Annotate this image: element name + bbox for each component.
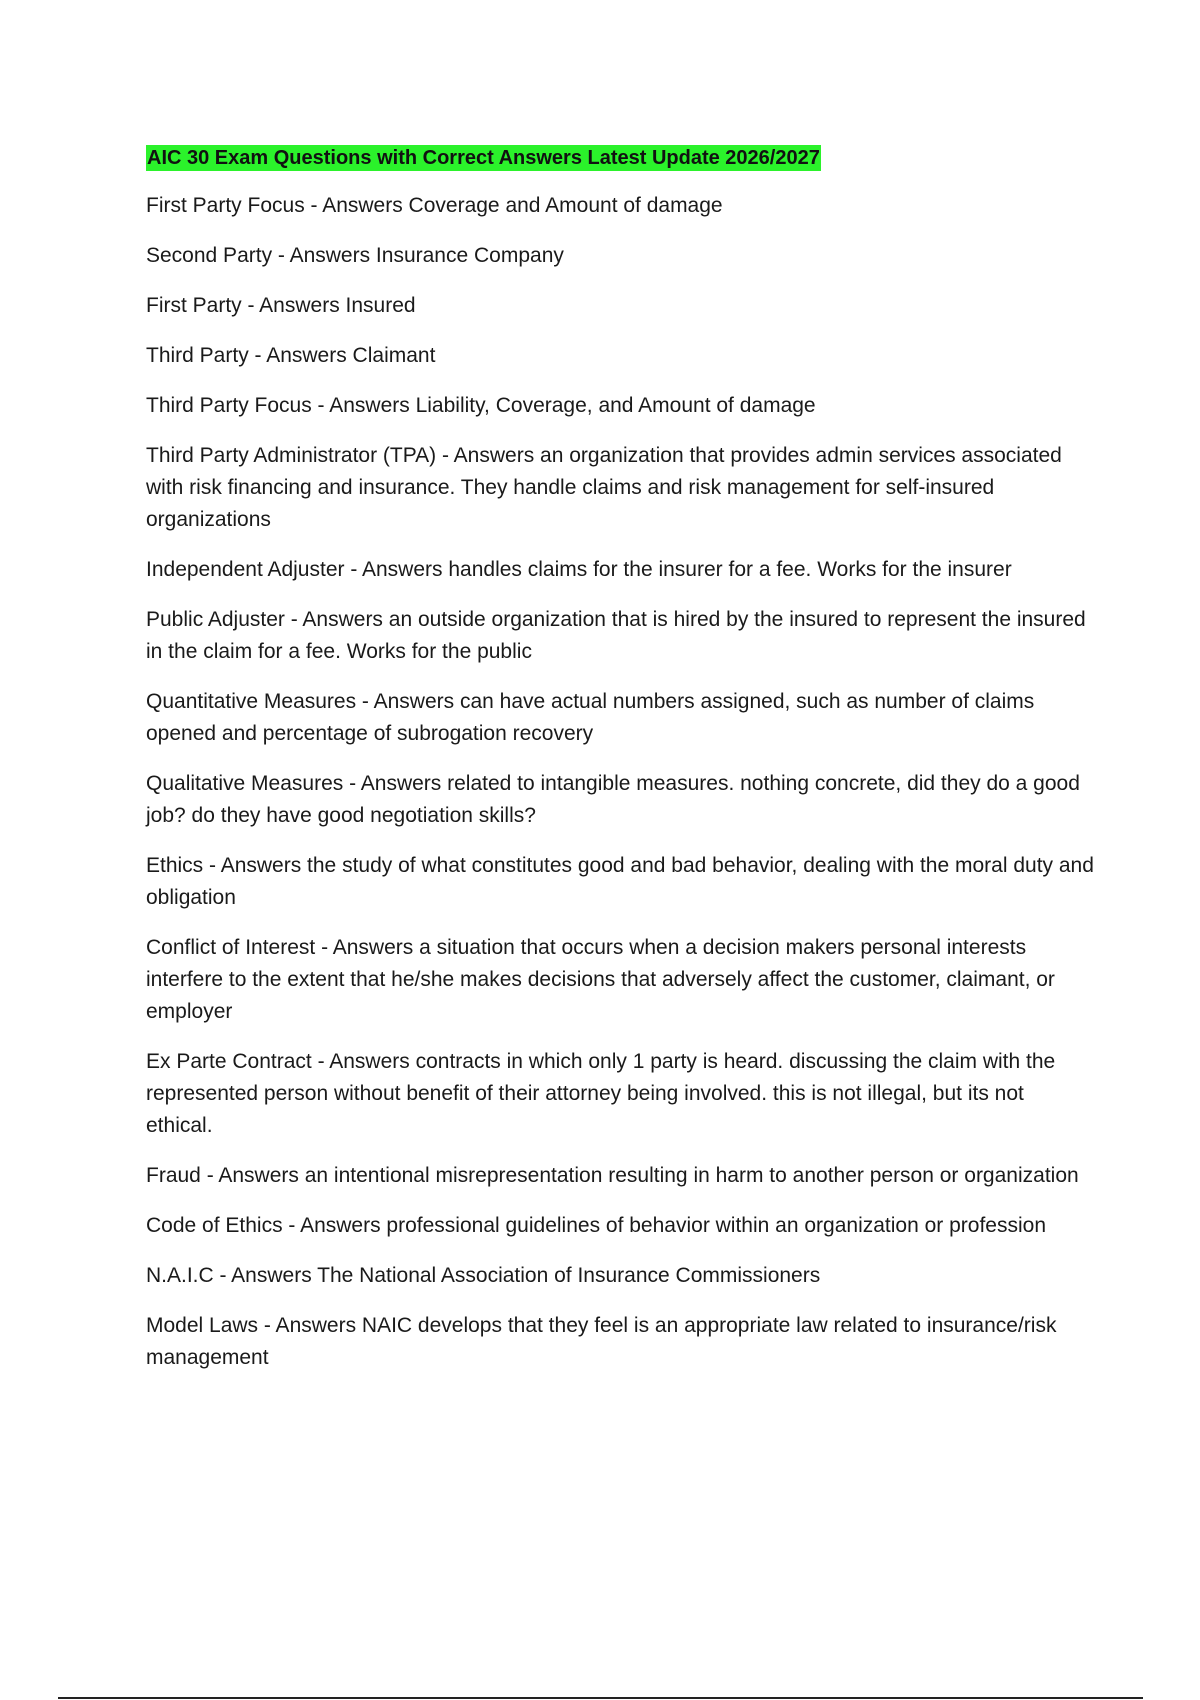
qa-entry: First Party - Answers Insured: [146, 294, 416, 317]
qa-entry: Model Laws - Answers NAIC develops that they feel is an appropriate law related to insurance/risk management: [146, 1314, 1057, 1369]
qa-entry: Conflict of Interest - Answers a situation that occurs when a decision makers personal interests interfere to the extent that he/she makes decisions that adversely affect the customer, claimant, or employer: [146, 936, 1055, 1023]
qa-entry: Code of Ethics - Answers professional guidelines of behavior within an organization or profession: [146, 1214, 1047, 1237]
qa-entry: Qualitative Measures - Answers related to intangible measures. nothing concrete, did they do a good job? do they have good negotiation skills?: [146, 772, 1080, 827]
qa-entry: First Party Focus - Answers Coverage and Amount of damage: [146, 194, 723, 217]
qa-entry: Third Party Focus - Answers Liability, Coverage, and Amount of damage: [146, 394, 816, 417]
qa-entry: Public Adjuster - Answers an outside organization that is hired by the insured to represent the insured in the claim for a fee. Works for the public: [146, 608, 1086, 663]
qa-entry: Fraud - Answers an intentional misrepresentation resulting in harm to another person or organization: [146, 1164, 1079, 1187]
qa-entry: Third Party - Answers Claimant: [146, 344, 436, 367]
qa-entry: Quantitative Measures - Answers can have actual numbers assigned, such as number of claims opened and percentage of subrogation recovery: [146, 690, 1035, 745]
qa-entry: Third Party Administrator (TPA) - Answers an organization that provides admin services associated with risk financing and insurance. They handle claims and risk management for self-insured organizations: [146, 444, 1062, 531]
document-title: AIC 30 Exam Questions with Correct Answers Latest Update 2026/2027: [147, 147, 820, 169]
qa-entry: Ethics - Answers the study of what constitutes good and bad behavior, dealing with the moral duty and obligation: [146, 854, 1094, 909]
qa-entry: Ex Parte Contract - Answers contracts in which only 1 party is heard. discussing the claim with the represented person without benefit of their attorney being involved. this is not illegal, but its not ethical.: [146, 1050, 1056, 1137]
document-body: [146, 145, 1096, 1392]
qa-entry: N.A.I.C - Answers The National Association of Insurance Commissioners: [146, 1264, 821, 1287]
qa-entry: Independent Adjuster - Answers handles claims for the insurer for a fee. Works for the insurer: [146, 558, 1012, 581]
qa-entry: Second Party - Answers Insurance Company: [146, 244, 564, 267]
footer-rule: [58, 1697, 1143, 1699]
